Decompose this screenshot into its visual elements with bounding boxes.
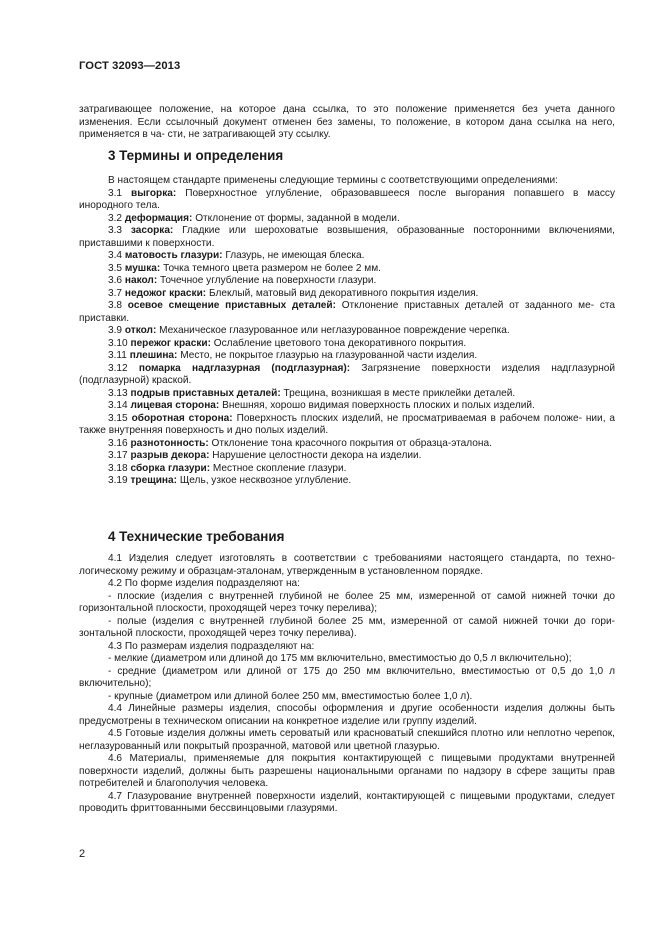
term-entry [79, 213, 615, 226]
term-definition: Поверхностное углубление, образовавшееся после выгорания попавшего в массу инородного тела. [79, 187, 615, 211]
intro-text: затрагивающее положение, на которое дана ссылка, то это положение применяется без учета данного изменения. Если ссылочный документ отменен без замены, то положение, в котором дана ссылка на него, применяется в ча- сти, не затрагивающей эту ссылку. [79, 104, 615, 140]
requirement-paragraph: 4.2 По форме изделия подразделяют на: [108, 578, 300, 589]
term-name: накол: [124, 275, 158, 286]
term-name: деформация: [124, 212, 193, 224]
term-name: сборка глазури: [130, 462, 211, 474]
term-name: помарка надглазурная (подглазурная): [138, 362, 351, 374]
term-definition: Загрязнение поверхности изделия надглазурной (подглазурной) краской. [79, 362, 616, 386]
term-number: 3.7 [108, 287, 123, 299]
term-entry [79, 388, 615, 401]
list-item: - крупные (диаметром или длиной более 250 мм, вместимостью более 1,0 л). [108, 690, 473, 702]
term-definition: Механическое глазурованное или неглазурованное повреждение черепка. [159, 325, 510, 336]
term-number: 3.2 [108, 212, 123, 224]
term-number: 3.18 [108, 462, 128, 474]
term-number: 3.10 [108, 337, 128, 349]
term-entry [79, 188, 615, 213]
terms-list [79, 175, 615, 488]
term-name: оборотная сторона: [131, 412, 233, 424]
requirements-list [79, 553, 615, 816]
term-entry [79, 475, 615, 488]
list-item: - средние (диаметром или длиной от 175 до 250 мм включительно, вместимостью от 0,5 до 1,0 л включительно); [79, 665, 615, 689]
term-definition: Трещина, возникшая в месте приклейки деталей. [283, 387, 516, 399]
term-number: 3.16 [108, 437, 128, 449]
term-definition: Глазурь, не имеющая блеска. [225, 250, 365, 261]
term-number: 3.13 [108, 387, 128, 399]
standard-code: ГОСТ 32093—2013 [79, 60, 181, 72]
term-name: недожог краски: [124, 287, 207, 299]
term-definition: Щель, узкое несквозное углубление. [179, 475, 352, 486]
term-definition: Место, не покрытое глазурью на глазурованной части изделия. [180, 350, 478, 361]
term-definition: Точечное углубление на поверхности глазури. [160, 275, 377, 286]
term-number: 3.11 [108, 350, 127, 361]
requirement-paragraph: 4.7 Глазурование внутренней поверхности изделий, контактирующей с пищевыми продуктами, следует проводить фриттованными бессвинцовыми глазурями. [79, 790, 615, 814]
term-number: 3.5 [108, 262, 123, 274]
terms-lead: В настоящем стандарте применены следующие термины с соответствующими определениями: [108, 175, 558, 186]
requirement-paragraph: 4.4 Линейные размеры изделия, способы оформления и другие особенности изделия должны быть предусмотрены в техническом описании на конкретное изделие или группу изделий. [79, 703, 615, 727]
term-entry [79, 225, 615, 250]
term-number: 3.9 [108, 325, 123, 336]
term-definition: Точка темного цвета размером не более 2 мм. [163, 262, 381, 274]
list-item: - полые (изделия с внутренней глубиной более 25 мм, измеренной от самой нижней точки до гори- зонтальной плоскости, проходящей через точку перелива). [79, 615, 615, 639]
term-entry [79, 300, 615, 325]
term-number: 3.14 [108, 400, 128, 411]
term-definition: Поверхность плоских изделий, не просматриваемая в рабочем положе- нии, а также внутренняя поверхность и дно полых изделий. [79, 412, 616, 436]
term-number: 3.1 [108, 187, 123, 199]
term-definition: Отклонение от формы, заданной в модели. [195, 212, 400, 224]
term-entry [79, 413, 615, 438]
section-3-title: 3 Термины и определения [108, 148, 284, 163]
term-name: мушка: [124, 262, 161, 274]
term-entry [79, 275, 615, 288]
term-name: разнотонность: [130, 437, 209, 449]
term-entry [79, 350, 615, 363]
term-entry [79, 363, 615, 388]
page-number: 2 [79, 848, 86, 860]
term-entry [79, 263, 615, 276]
term-number: 3.15 [108, 412, 128, 424]
term-name: засорка: [130, 225, 174, 236]
term-name: разрыв декора: [130, 450, 210, 461]
term-name: трещина: [130, 475, 177, 486]
term-number: 3.4 [108, 250, 123, 261]
term-definition: Отклонение приставных деталей от заданного ме- ста приставки. [79, 300, 616, 324]
term-number: 3.17 [108, 450, 128, 461]
list-item: - мелкие (диаметром или длиной до 175 мм включительно, вместимостью до 0,5 л включительно); [108, 653, 572, 664]
term-name: пережог краски: [130, 337, 211, 349]
term-name: осевое смещение приставных деталей: [127, 300, 336, 311]
term-number: 3.6 [108, 275, 123, 286]
term-entry [79, 250, 615, 263]
term-number: 3.12 [108, 362, 128, 374]
term-name: плешина: [129, 350, 178, 361]
section-4-title: 4 Технические требования [108, 529, 285, 544]
term-definition: Ослабление цветового тона декоративного покрытия. [213, 337, 467, 349]
term-definition: Местное скопление глазури. [212, 462, 347, 474]
term-definition: Гладкие или шероховатые возвышения, образованные посторонними включениями, приставшими к поверхности. [79, 225, 615, 249]
term-definition: Нарушение целостности декора на изделии. [212, 450, 422, 461]
term-definition: Внешняя, хорошо видимая поверхность плоских и полых изделий. [222, 400, 535, 411]
list-item: - плоские (изделия с внутренней глубиной не более 25 мм, измеренной от самой нижней точки до горизонтальной плоскости, проходящей через точку перелива); [79, 590, 615, 614]
term-entry [79, 325, 615, 338]
term-name: откол: [124, 325, 157, 336]
term-entry [79, 338, 615, 351]
term-name: матовость глазури: [124, 250, 223, 261]
term-name: выгорка: [130, 187, 177, 199]
requirement-paragraph: 4.6 Материалы, применяемые для покрытия контактирующей с пищевыми продуктами внутренней поверхности изделий, должны быть разрешены национальными органами по надзору в сфере защиты прав потребителей и благополучия человека. [79, 753, 615, 789]
term-number: 3.8 [108, 300, 123, 311]
requirement-paragraph: 4.3 По размерам изделия подразделяют на: [108, 640, 315, 652]
term-definition: Отклонение тона красочного покрытия от образца-эталона. [211, 437, 492, 449]
intro-paragraph [79, 104, 615, 142]
requirement-paragraph: 4.1 Изделия следует изготовлять в соответствии с требованиями настоящего стандарта, по техно- логическому режиму и образцам-эталонам, утвержденным в установленном порядке. [79, 553, 615, 577]
term-entry [79, 400, 615, 413]
term-number: 3.19 [108, 475, 128, 486]
term-name: подрыв приставных деталей: [130, 387, 281, 399]
term-definition: Блеклый, матовый вид декоративного покрытия изделия. [208, 287, 479, 299]
term-entry [79, 438, 615, 451]
term-entry [79, 463, 615, 476]
term-name: лицевая сторона: [130, 400, 220, 411]
requirement-paragraph: 4.5 Готовые изделия должны иметь сероватый или красноватый спекшийся плотно или неплотно черепок, неглазурованный или покрытый прозрачной, матовой или цветной глазурью. [79, 728, 615, 752]
term-number: 3.3 [108, 225, 123, 236]
term-entry [79, 450, 615, 463]
term-entry [79, 288, 615, 301]
